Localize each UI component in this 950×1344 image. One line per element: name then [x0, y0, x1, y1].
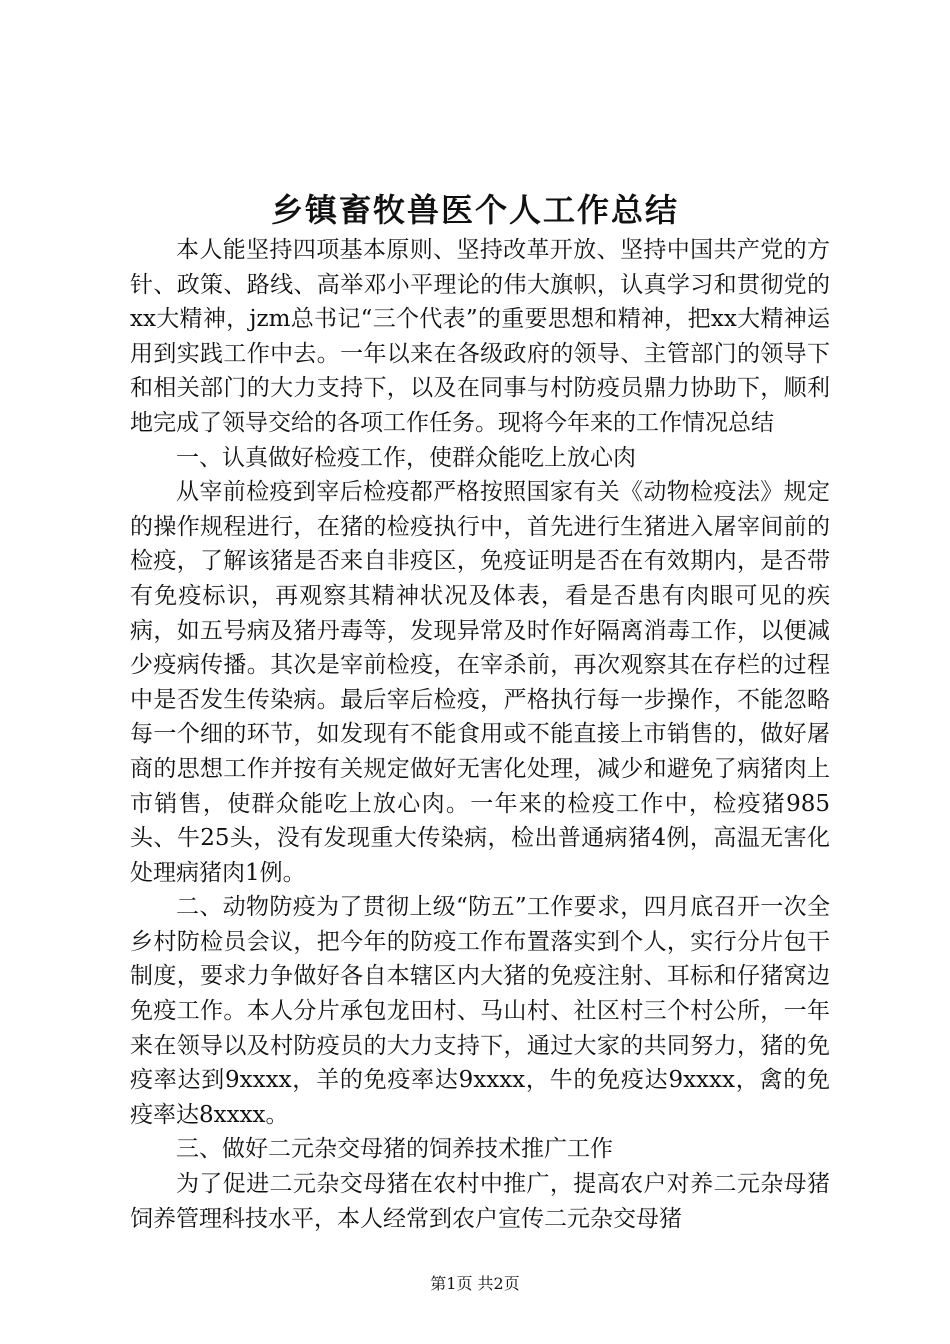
paragraph-sow-breeding: 为了促进二元杂交母猪在农村中推广，提高农户对养二元杂母猪饲养管理科技水平，本人经常到农户宣传二元杂交母猪 — [130, 1171, 830, 1232]
section-heading-1: 一、认真做好检疫工作，使群众能吃上放心肉 — [176, 444, 636, 471]
section-heading-3: 三、做好二元杂交母猪的饲养技术推广工作 — [176, 1136, 613, 1163]
page-footer: 第1页 共2页 — [430, 1274, 520, 1293]
document-body — [130, 233, 830, 1236]
document-title: 乡镇畜牧兽医个人工作总结 — [270, 191, 679, 229]
paragraph-intro: 本人能坚持四项基本原则、坚持改革开放、坚持中国共产党的方针、政策、路线、高举邓小平理论的伟大旗帜，认真学习和贯彻党的xx大精神，jzm总书记“三个代表”的重要思想和精神，把xx大精神运用到实践工作中去。一年以来在各级政府的领导、主管部门的领导下和相关部门的大力支持下，以及在同事与村防疫员鼎力协助下，顺利地完成了领导交给的各项工作任务。现将今年来的工作情况总结 — [130, 237, 830, 436]
paragraph-quarantine: 从宰前检疫到宰后检疫都严格按照国家有关《动物检疫法》规定的操作规程进行，在猪的检疫执行中，首先进行生猪进入屠宰间前的检疫，了解该猪是否来自非疫区，免疫证明是否在有效期内，是否带有免疫标识，再观察其精神状况及体表，看是否患有肉眼可见的疾病，如五号病及猪丹毒等，发现异常及时作好隔离消毒工作，以便减少疫病传播。其次是宰前检疫，在宰杀前，再次观察其在存栏的过程中是否发生传染病。最后宰后检疫，严格执行每一步操作，不能忽略每一个细的环节，如发现有不能食用或不能直接上市销售的，做好屠商的思想工作并按有关规定做好无害化处理，减少和避免了病猪肉上市销售，使群众能吃上放心肉。一年来的检疫工作中，检疫猪985头、牛25头，没有发现重大传染病，检出普通病猪4例，高温无害化处理病猪肉1例。 — [130, 479, 830, 886]
paragraph-epidemic-prevention: 二、动物防疫为了贯彻上级“防五”工作要求，四月底召开一次全乡村防检员会议，把今年的防疫工作布置落实到个人，实行分片包干制度，要求力争做好各自本辖区内大猪的免疫注射、耳标和仔猪窝边免疫工作。本人分片承包龙田村、马山村、社区村三个村公所，一年来在领导以及村防疫员的大力支持下，通过大家的共同努力，猪的免疫率达到9xxxx，羊的免疫率达9xxxx，牛的免疫达9xxxx，禽的免疫率达8xxxx。 — [130, 894, 830, 1128]
